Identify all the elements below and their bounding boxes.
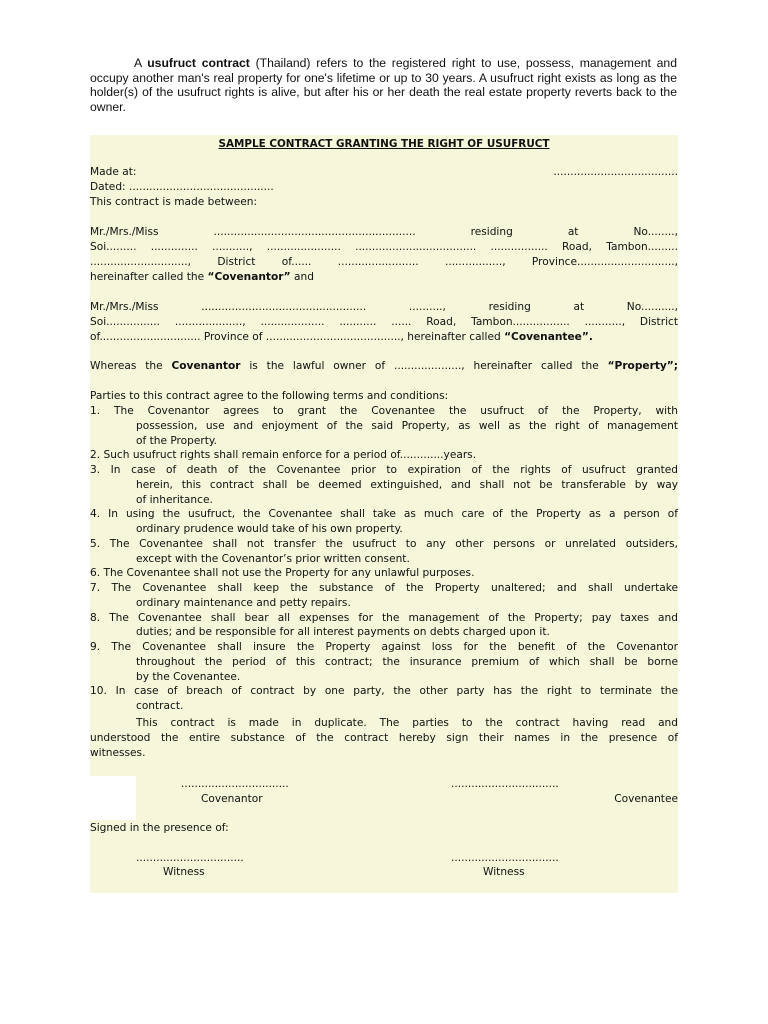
- party1-at: at: [567, 226, 579, 238]
- covenantee-label: Covenantee: [614, 793, 678, 805]
- closing-line1: This contract is made in duplicate. The parties to the contract having read and: [136, 717, 678, 729]
- intro-paragraph: [90, 56, 677, 114]
- whereas-line: [90, 359, 678, 374]
- party2-no: No..........,: [626, 301, 679, 313]
- party2-title: Mr./Mrs./Miss: [90, 301, 159, 313]
- whereas-covenantor: Covenantor: [171, 360, 241, 372]
- whereas-a: Whereas the: [90, 360, 163, 372]
- party1-province: Province.............................,: [531, 256, 679, 268]
- intro-rest: (Thailand) refers to the registered right to use, possess, management and occupy another man's real property for one's lifetime or up to 30 years. A usufruct right exists as long as the holder(s) of the usufruct rights is alive, but after his or her death the real estate property reverts back to the owner.: [90, 56, 677, 114]
- party2-province: of.............................. Province of ........................................, hereinafter called: [90, 331, 501, 343]
- term-10-line-1: 10. In case of breach of contract by one party, the other party has the right to terminate the: [90, 685, 678, 698]
- party1-line2: Soi......... .............. ..........., ...................... .................................... ................. Road, Tambon.........: [90, 241, 678, 253]
- term-2-line-1: 2. Such usufruct rights shall remain enforce for a period of.............years.: [90, 449, 477, 462]
- term-9-line-2: throughout the period of this contract; the insurance premium of which shall be borne: [136, 655, 678, 668]
- party2-line2: Soi................ ...................., ................... ........... ...... Road, Tambon................. ..........., District: [90, 316, 678, 328]
- party1-of: of......: [281, 256, 312, 268]
- witness2-signature-line: ................................: [451, 852, 559, 864]
- party1-district-dots: ........................: [337, 256, 419, 268]
- term-1-line-3: of the Property.: [136, 434, 218, 447]
- party2-period: .: [588, 331, 593, 343]
- party1-residing: residing: [470, 226, 513, 238]
- term-4-line-1: 4. In using the usufruct, the Covenantee shall take as much care of the Property as a person of: [90, 508, 678, 521]
- term-1-line-1: 1. The Covenantor agrees to grant the Covenantee the usufruct of the Property, with: [90, 405, 678, 417]
- party2-residing: residing: [488, 301, 531, 313]
- witness1-signature-line: ................................: [136, 852, 244, 864]
- closing-line2: understood the entire substance of the contract hereby sign their names in the presence of: [90, 732, 678, 744]
- intro-lead: A: [134, 56, 142, 70]
- party2-dots: ..........,: [408, 301, 446, 313]
- party1-covenantor: “Covenantor”: [207, 271, 291, 283]
- whereas-property: “Property”;: [607, 360, 678, 372]
- term-5-line-1: 5. The Covenantee shall not transfer the usufruct to any other persons or unrelated outsiders,: [90, 537, 678, 550]
- party2-line1: [90, 300, 678, 315]
- party2-covenantee: “Covenantee”: [504, 331, 589, 343]
- party1-and: and: [294, 271, 314, 283]
- term-7-line-1: 7. The Covenantee shall keep the substance of the Property unaltered; and shall undertake: [90, 582, 678, 594]
- panel-notch: [90, 776, 136, 820]
- term-6-line-1: 6. The Covenantee shall not use the Property for any unlawful purposes.: [90, 567, 475, 580]
- party1-title: Mr./Mrs./Miss: [90, 226, 159, 238]
- party1-line1: [90, 225, 678, 240]
- term-9-line-1: 9. The Covenantee shall insure the Property against loss for the benefit of the Covenantor: [90, 641, 678, 653]
- term-10-line-2: contract.: [136, 700, 184, 712]
- term-8-line-1: 8. The Covenantee shall bear all expenses for the management of the Property; pay taxes and: [90, 611, 678, 624]
- party1-hereinafter: hereinafter called the: [90, 271, 205, 283]
- term-4-line-2: ordinary prudence would take of his own property.: [136, 523, 403, 535]
- party1-line3: [90, 255, 678, 270]
- party1-no: No........,: [633, 226, 678, 238]
- party1-district: District: [217, 256, 256, 268]
- party2-at: at: [573, 301, 585, 313]
- closing-line3: witnesses.: [90, 747, 146, 759]
- term-3-line-2: herein, this contract shall be deemed extinguished, and shall not be transferable by way: [136, 478, 678, 491]
- contract-panel: [90, 135, 678, 893]
- term-8-line-2: duties; and be responsible for all interest payments on debts charged upon it.: [136, 626, 550, 639]
- covenantor-signature-line: ................................: [181, 778, 289, 790]
- made-at-line: [90, 165, 678, 180]
- made-at-dots: .....................................: [553, 166, 678, 178]
- party2-line3: [90, 330, 678, 345]
- intro-term: usufruct contract: [147, 56, 250, 70]
- party1-line4: [90, 270, 678, 285]
- party1-dots: .............................,: [90, 256, 192, 268]
- party1-name-dots: ............................................................: [213, 226, 416, 238]
- term-7-line-2: ordinary maintenance and petty repairs.: [136, 596, 351, 609]
- party2-name-dots: .................................................: [201, 301, 367, 313]
- whereas-c: is the lawful owner of ...................., hereinafter called the: [249, 360, 599, 372]
- dated-line: Dated: ...........................................: [90, 181, 274, 193]
- term-3-line-3: of inheritance.: [136, 493, 213, 506]
- covenantee-signature-line: ................................: [451, 778, 559, 790]
- parties-intro-line: Parties to this contract agree to the following terms and conditions:: [90, 390, 449, 402]
- term-5-line-2: except with the Covenantor’s prior written consent.: [136, 552, 410, 565]
- term-1-line-2: possession, use and enjoyment of the said Property, as well as the right of management: [136, 419, 678, 432]
- presence-line: Signed in the presence of:: [90, 822, 229, 834]
- made-at-label: Made at:: [90, 166, 137, 178]
- party1-more-dots: .................,: [444, 256, 506, 268]
- made-between-line: This contract is made between:: [90, 196, 258, 208]
- covenantor-label: Covenantor: [201, 793, 263, 805]
- contract-title: SAMPLE CONTRACT GRANTING THE RIGHT OF USUFRUCT: [218, 138, 550, 150]
- term-3-line-1: 3. In case of death of the Covenantee prior to expiration of the rights of usufruct granted: [90, 464, 678, 476]
- witness2-label: Witness: [483, 866, 525, 878]
- witness1-label: Witness: [163, 866, 205, 878]
- term-9-line-3: by the Covenantee.: [136, 670, 241, 683]
